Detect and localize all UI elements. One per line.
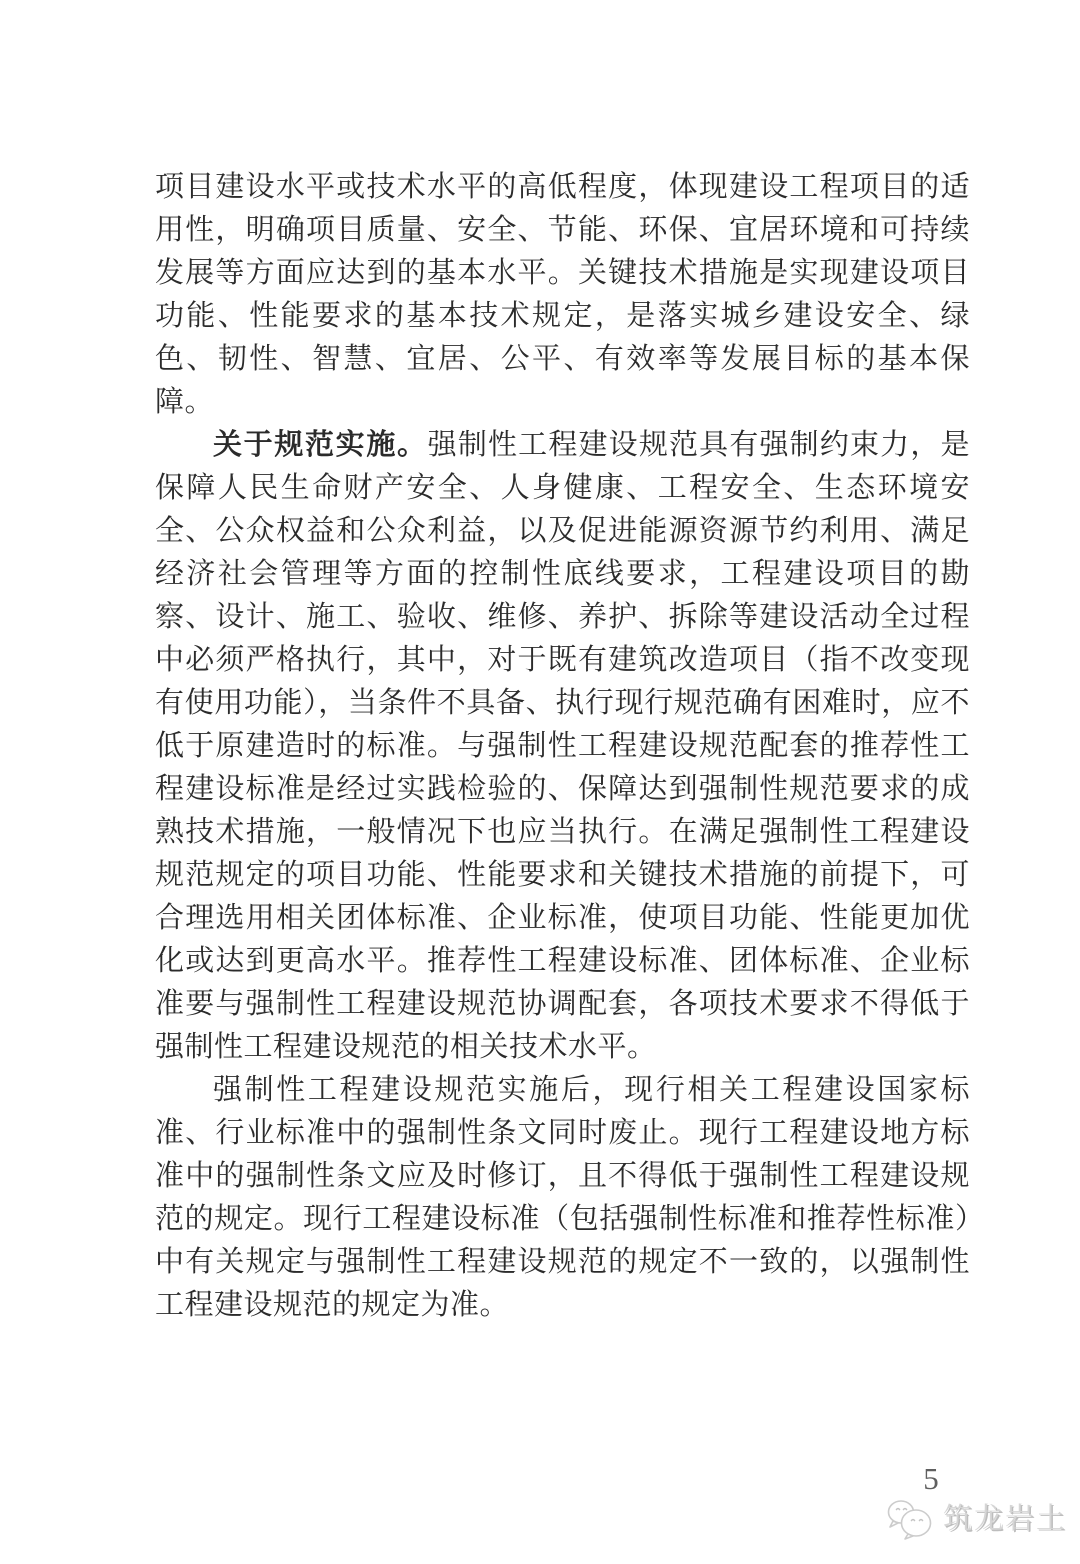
watermark-text: 筑龙岩土: [943, 1503, 1068, 1535]
paragraph-text: 强制性工程建设规范具有强制约束力，是保障人民生命财产安全、人身健康、工程安全、生态环境安全、公众权益和公众利益，以及促进能源资源节约利用、满足经济社会管理等方面的控制性底线要求，工程建设项目的勘察、设计、施工、验收、维修、养护、拆除等建设活动全过程中必须严格执行，其中，对于既有建筑改造项目（指不改变现有使用功能），当条件不具备、执行现行规范确有困难时，应不低于原建造时的标准。与强制性工程建设规范配套的推荐性工程建设标准是经过实践检验的、保障达到强制性规范要求的成熟技术措施，一般情况下也应当执行。在满足强制性工程建设规范规定的项目功能、性能要求和关键技术措施的前提下，可合理选用相关团体标准、企业标准，使项目功能、性能更加优化或达到更高水平。推荐性工程建设标准、团体标准、企业标准要与强制性工程建设规范协调配套，各项技术要求不得低于强制性工程建设规范的相关技术水平。: [155, 429, 970, 1063]
paragraph: [155, 424, 970, 1069]
body-text: [155, 166, 970, 1327]
paragraph-text: 强制性工程建设规范实施后，现行相关工程建设国家标准、行业标准中的强制性条文同时废止。现行工程建设地方标准中的强制性条文应及时修订，且不得低于强制性工程建设规范的规定。现行工程建设标准（包括强制性标准和推荐性标准）中有关规定与强制性工程建设规范的规定不一致的，以强制性工程建设规范的规定为准。: [155, 1074, 970, 1321]
chat-bubbles-logo-icon: [884, 1498, 936, 1540]
paragraph-lead: 关于规范实施。: [213, 429, 428, 461]
paragraph-text: 项目建设水平或技术水平的高低程度，体现建设工程项目的适用性，明确项目质量、安全、节能、环保、宜居环境和可持续发展等方面应达到的基本水平。关键技术措施是实现建设项目功能、性能要求的基本技术规定，是落实城乡建设安全、绿色、韧性、智慧、宜居、公平、有效率等发展目标的基本保障。: [155, 171, 970, 418]
page-number: 5: [923, 1461, 939, 1496]
watermark: [884, 1498, 1067, 1540]
paragraph: [155, 166, 970, 424]
paragraph: [155, 1069, 970, 1327]
